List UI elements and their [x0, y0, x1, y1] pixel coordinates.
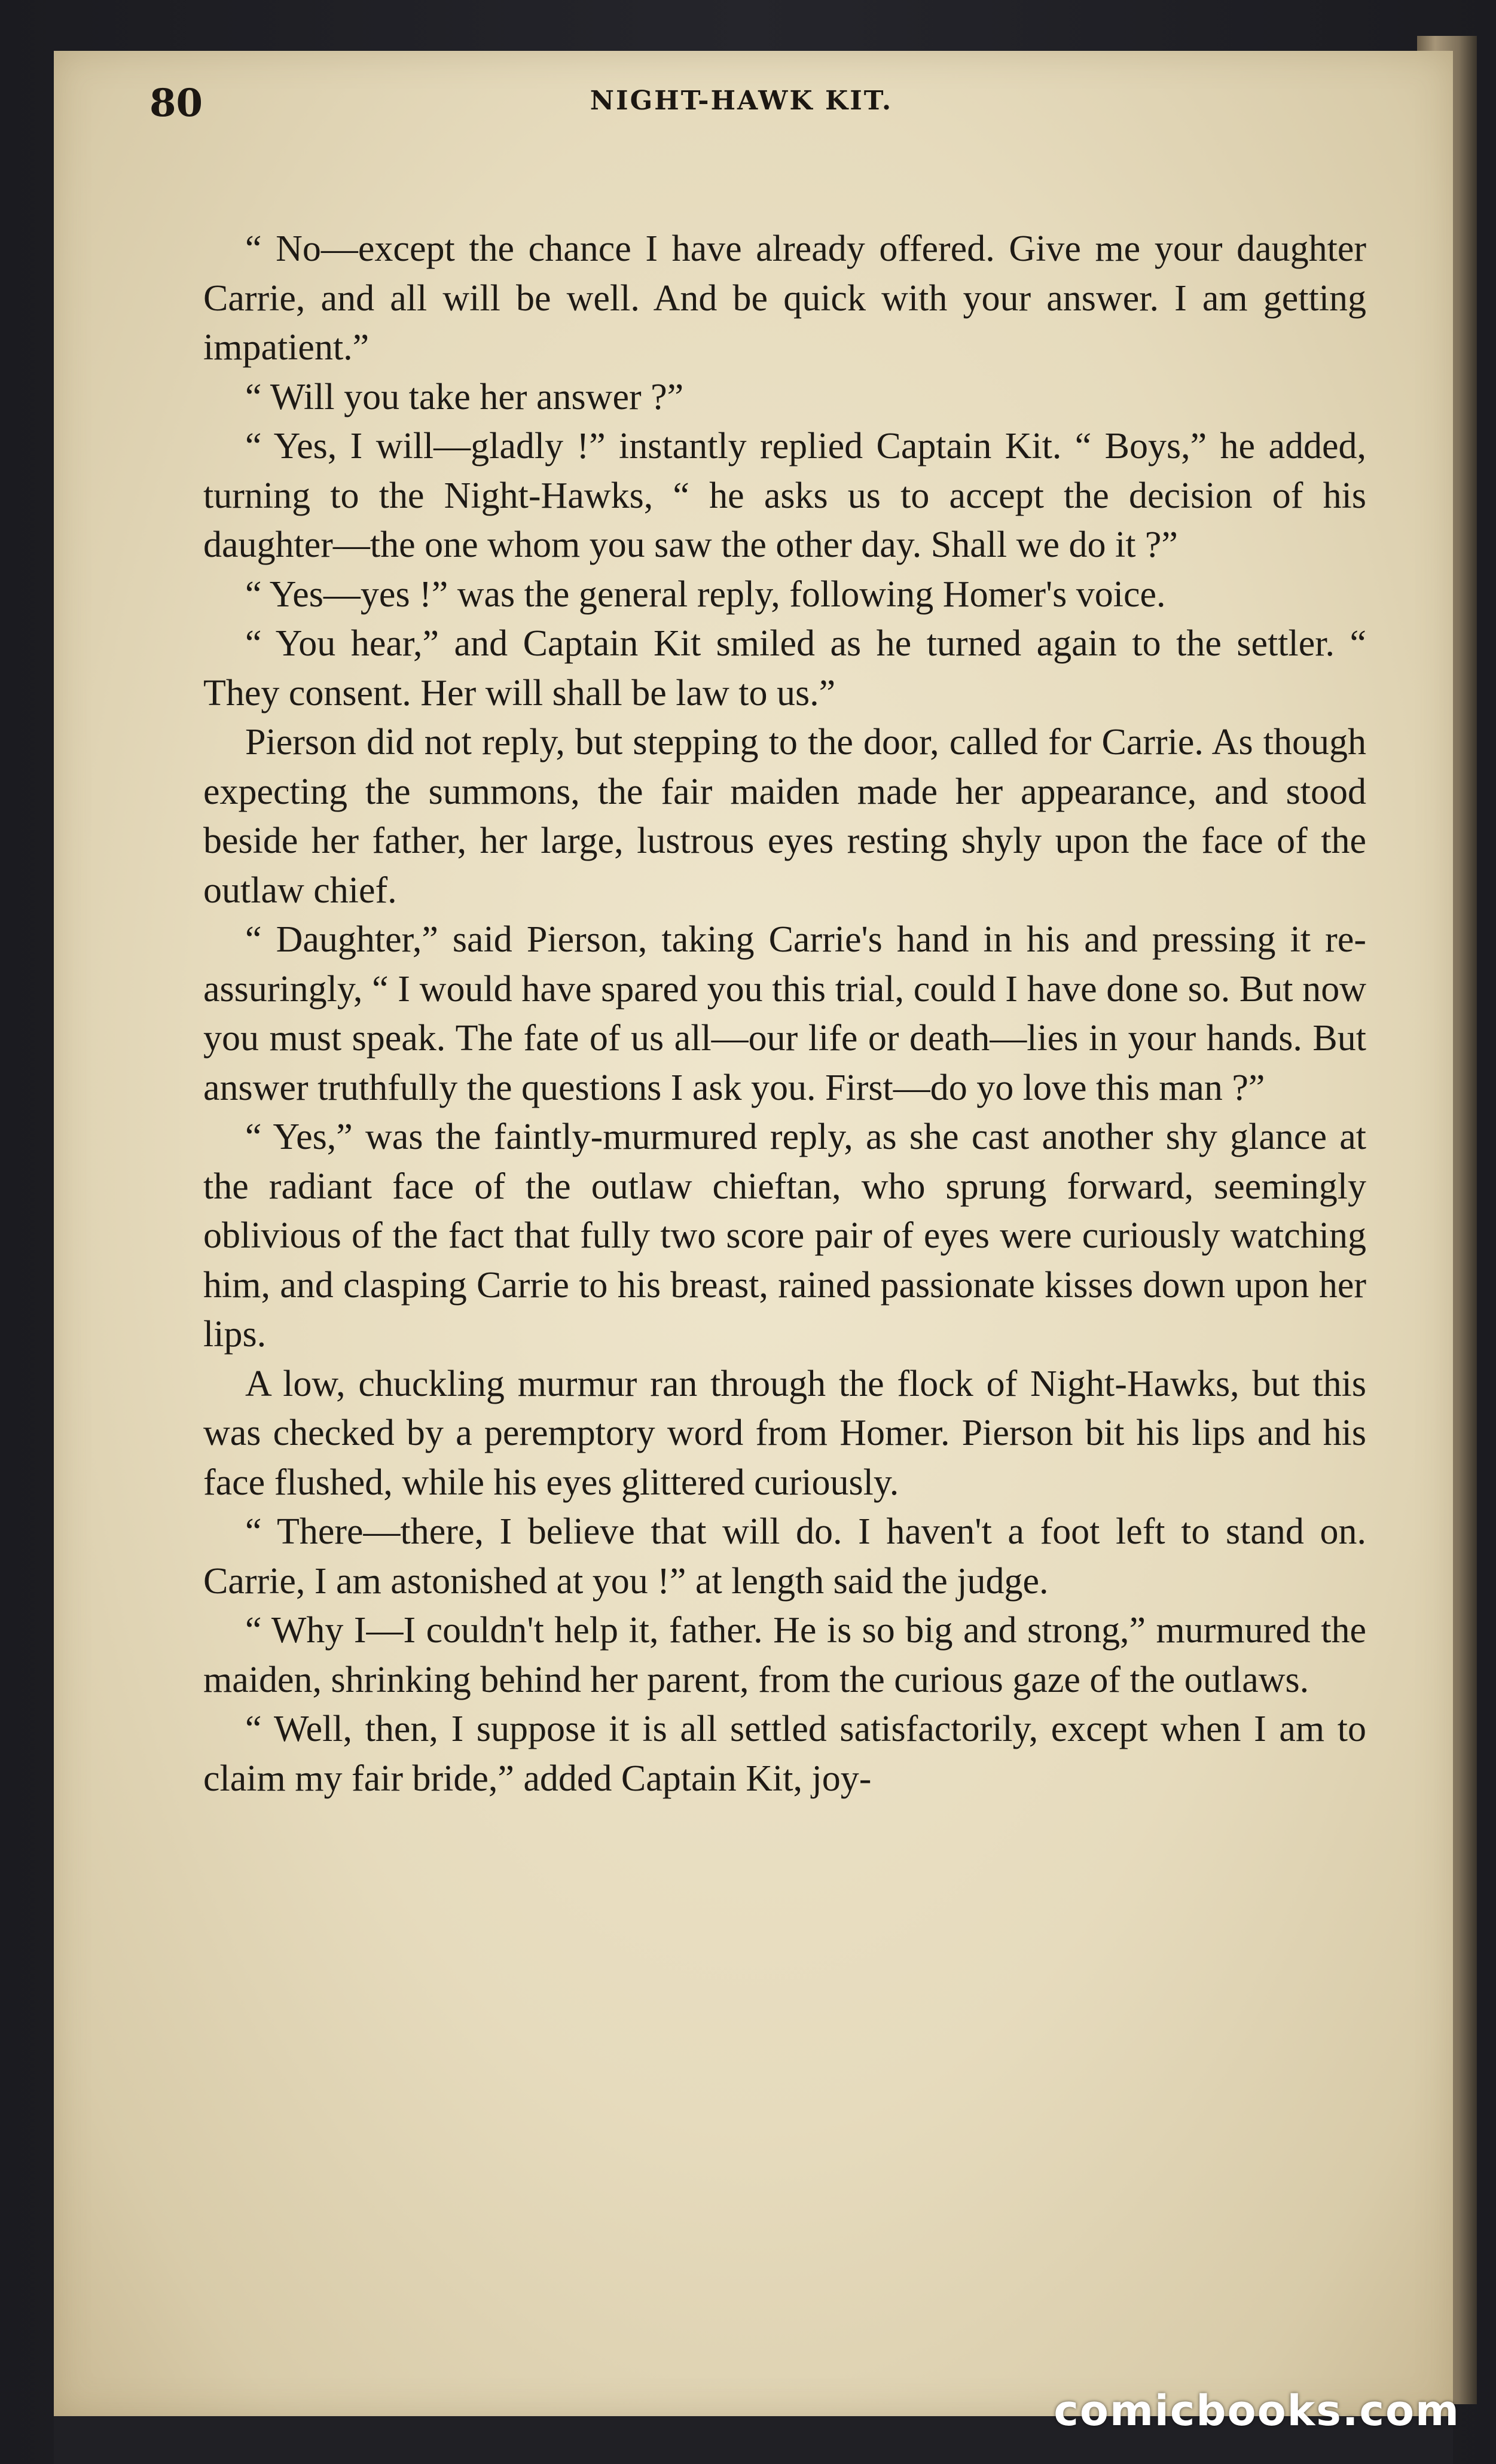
paragraph: “ Why I—I couldn't help it, father. He is so big and strong,” murmured the maiden, shrinking behind her parent, from the curious gaze of the outlaws. — [203, 1610, 1366, 1700]
paragraph: “ Yes, I will—gladly !” instantly replied Captain Kit. “ Boys,” he added, turning to the Night-Hawks, “ he asks us to accept the decision of his daughter—the one whom you saw the other day. Shall we do it ?” — [203, 426, 1366, 565]
running-title: NIGHT-HAWK KIT. — [590, 86, 893, 116]
paragraph: “ Well, then, I suppose it is all settled satisfactorily, except when I am to claim my fair bride,” added Captain Kit, joy- — [203, 1709, 1366, 1799]
paragraph: “ You hear,” and Captain Kit smiled as he turned again to the settler. “ They consent. Her will shall be law to us.” — [203, 623, 1366, 713]
watermark: comicbooks.com — [1054, 2386, 1460, 2435]
running-head — [149, 81, 1333, 135]
paragraph: “ No—except the chance I have already offered. Give me your daughter Carrie, and all will be well. And be quick with your answer. I am getting impatient.” — [203, 228, 1366, 368]
text-body — [203, 224, 1366, 1803]
paragraph: A low, chuckling murmur ran through the flock of Night-Hawks, but this was checked by a peremptory word from Homer. Pierson bit his lips and his face flushed, while his eyes glittered curiously. — [203, 1363, 1366, 1503]
paragraph: Pierson did not reply, but stepping to the door, called for Carrie. As though expecting the summons, the fair maiden made her appearance, and stood beside her father, her large, lustrous eyes resting shyly upon the face of the outlaw chief. — [203, 722, 1366, 911]
paragraph: “ Yes,” was the faintly-murmured reply, as she cast another shy glance at the radiant face of the outlaw chieftan, who sprung forward, seemingly oblivious of the fact that fully two score pair of eyes were curiously watching him, and clasping Carrie to his breast, rained passionate kisses down upon her lips. — [203, 1117, 1366, 1355]
paragraph: “ Will you take her answer ?” — [245, 376, 684, 417]
paragraph: “ Yes—yes !” was the general reply, following Homer's voice. — [245, 574, 1166, 615]
paragraph: “ Daughter,” said Pierson, taking Carrie's hand in his and pressing it re-assuringly, “ I would have spared you this trial, could I have done so. But now you must speak. The fate of us all—our life or death—lies in your hands. But answer truthfully the questions I ask you. First—do yo love this man ?” — [203, 919, 1366, 1108]
paragraph: “ There—there, I believe that will do. I haven't a foot left to stand on. Carrie, I am astonished at you !” at length said the judge. — [203, 1511, 1366, 1602]
page-number: 80 — [149, 81, 203, 126]
